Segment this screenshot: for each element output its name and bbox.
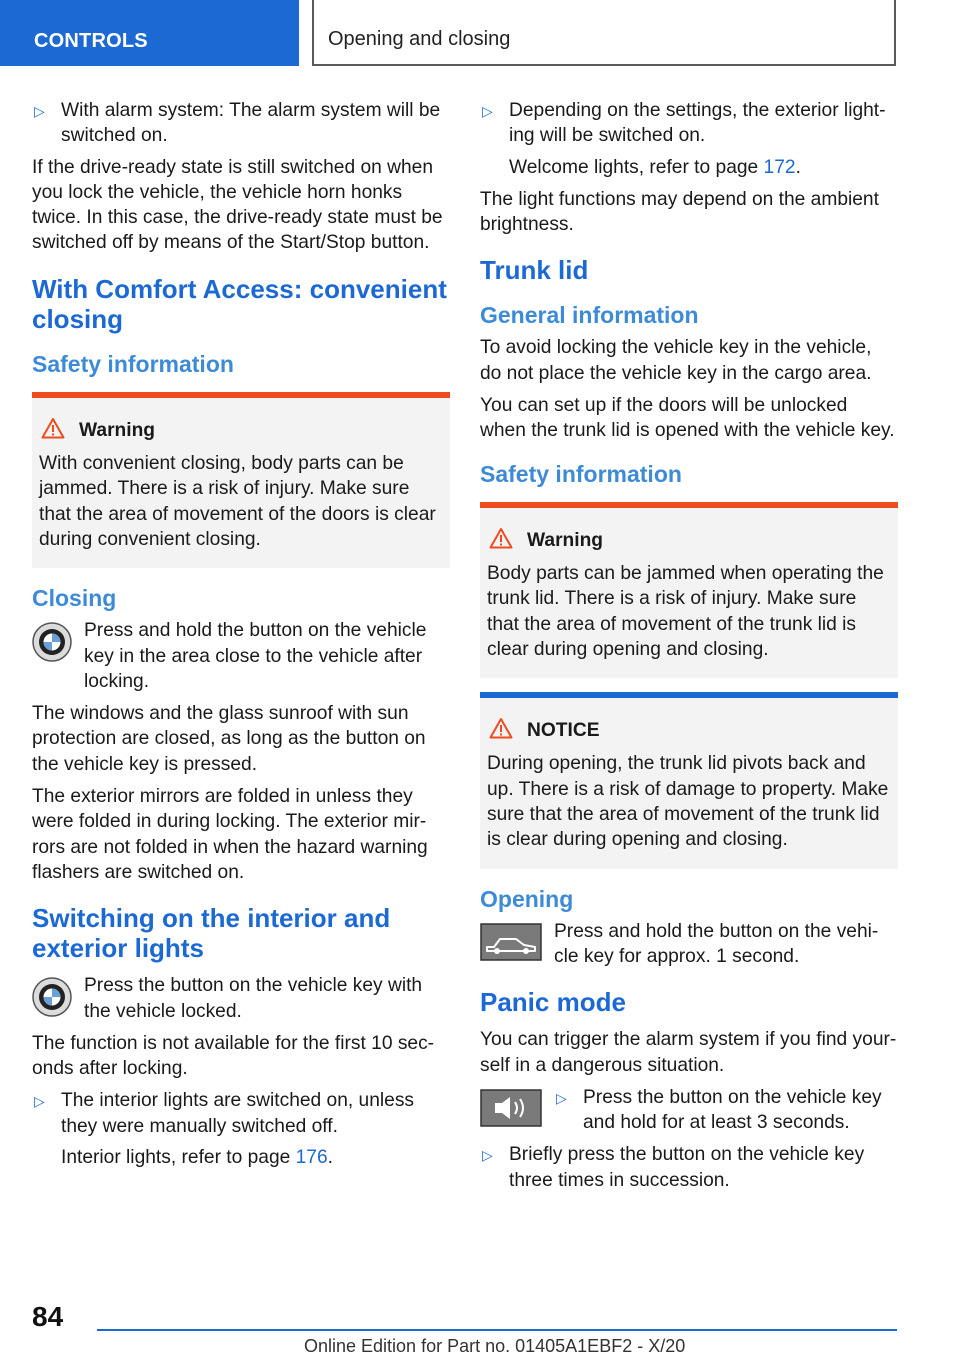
triangle-bullet-icon: ▷ [482, 103, 493, 119]
page-link[interactable]: 172 [763, 156, 796, 178]
heading-safety-information: Safety information [32, 350, 234, 377]
triangle-bullet-icon: ▷ [34, 1093, 45, 1110]
panic-instruction [480, 1085, 898, 1136]
warning-triangle-icon [41, 417, 65, 439]
paragraph: The windows and the glass sunroof with sun protection are closed, as long as the button on the vehicle key is pressed. [32, 703, 426, 775]
heading-general-information: General information [480, 302, 699, 329]
trunk-open-button-icon [480, 923, 542, 961]
paragraph: The exterior mirrors are folded in unless they were folded in during locking. The exterior mir-rors are not folded in when the hazard warning flashers are switched on. [32, 786, 428, 883]
notice-title: NOTICE [527, 720, 600, 742]
page-header [0, 0, 960, 66]
paragraph: You can trigger the alarm system if you find your-self in a dangerous situation. [480, 1029, 897, 1076]
opening-instruction: Press and hold the button on the vehi-cle key for approx. 1 second. [480, 919, 898, 970]
notice-text: During opening, the trunk lid pivots back and up. There is a risk of damage to property. Make sure that the area of movement of the trunk lid is clear during opening and closing. [487, 753, 889, 851]
paragraph: The function is not available for the first 10 sec-onds after locking. [32, 1032, 435, 1080]
paragraph: You can set up if the doors will be unlocked when the trunk lid is opened with the vehicle key. [480, 395, 895, 442]
heading-comfort-access: With Comfort Access: convenient closing [32, 273, 447, 334]
triangle-bullet-icon: ▷ [482, 1147, 493, 1164]
heading-trunk-lid: Trunk lid [480, 255, 589, 286]
notice-triangle-icon [489, 717, 513, 739]
page-reference: Interior lights, refer to page 176. [61, 1147, 333, 1169]
triangle-bullet-icon: ▷ [34, 103, 45, 119]
lights-instruction: Press the button on the vehicle key with the vehicle locked. [32, 973, 450, 1024]
paragraph: To avoid locking the vehicle key in the vehicle, do not place the vehicle key in the cargo area. [480, 337, 872, 384]
right-column [480, 98, 898, 1199]
bmw-logo-button-icon [32, 622, 72, 662]
list-item: ▷ Depending on the settings, the exterior light-ing will be switched on. [482, 100, 886, 147]
section-tab[interactable]: CONTROLS [0, 0, 299, 66]
triangle-bullet-icon: ▷ [556, 1089, 567, 1106]
heading-panic-mode: Panic mode [480, 987, 626, 1018]
warning-box [480, 502, 898, 678]
warning-triangle-icon [489, 527, 513, 549]
warning-box [32, 392, 450, 568]
closing-instruction: Press and hold the button on the vehicle key in the area close to the vehicle after locking. [32, 618, 450, 694]
list-item: ▷ Briefly press the button on the vehicle key three times in succession. [482, 1144, 865, 1191]
paragraph: The light functions may depend on the ambient brightness. [480, 188, 879, 236]
left-column [32, 98, 450, 1177]
edition-note: Online Edition for Part no. 01405A1EBF2 - X/20 [304, 1336, 686, 1356]
list-item: ▷ Press the button on the vehicle key and hold for at least 3 seconds. [556, 1086, 882, 1134]
chapter-title: Opening and closing [312, 0, 896, 66]
warning-title: Warning [527, 529, 604, 551]
heading-interior-exterior-lights: Switching on the interior and exterior lights [32, 903, 391, 964]
heading-closing: Closing [32, 585, 117, 612]
notice-box [480, 692, 898, 868]
heading-safety-information: Safety information [480, 460, 682, 487]
heading-opening: Opening [480, 885, 574, 912]
warning-text: With convenient closing, body parts can be jammed. There is a risk of injury. Make sure that the area of movement of the doors is clear during convenient closing. [39, 453, 436, 550]
page-link[interactable]: 176 [295, 1147, 328, 1169]
list-item: ▷ With alarm system: The alarm system will be switched on. [34, 100, 441, 147]
paragraph: If the drive-ready state is still switched on when you lock the vehicle, the vehicle horn honks twice. In this case, the drive-ready state must be switched off by means of the Start/Stop button. [32, 156, 443, 254]
footer-divider [97, 1329, 897, 1331]
page-number: 84 [32, 1301, 64, 1332]
panic-horn-button-icon [480, 1089, 542, 1127]
warning-title: Warning [79, 419, 156, 441]
bmw-logo-button-icon [32, 977, 72, 1017]
warning-text: Body parts can be jammed when operating the trunk lid. There is a risk of injury. Make sure that the area of movement of the trunk lid is clear during opening and closing. [487, 562, 884, 660]
page-reference: Welcome lights, refer to page 172. [509, 156, 801, 178]
list-item: ▷ The interior lights are switched on, unless they were manually switched off. [34, 1090, 415, 1137]
